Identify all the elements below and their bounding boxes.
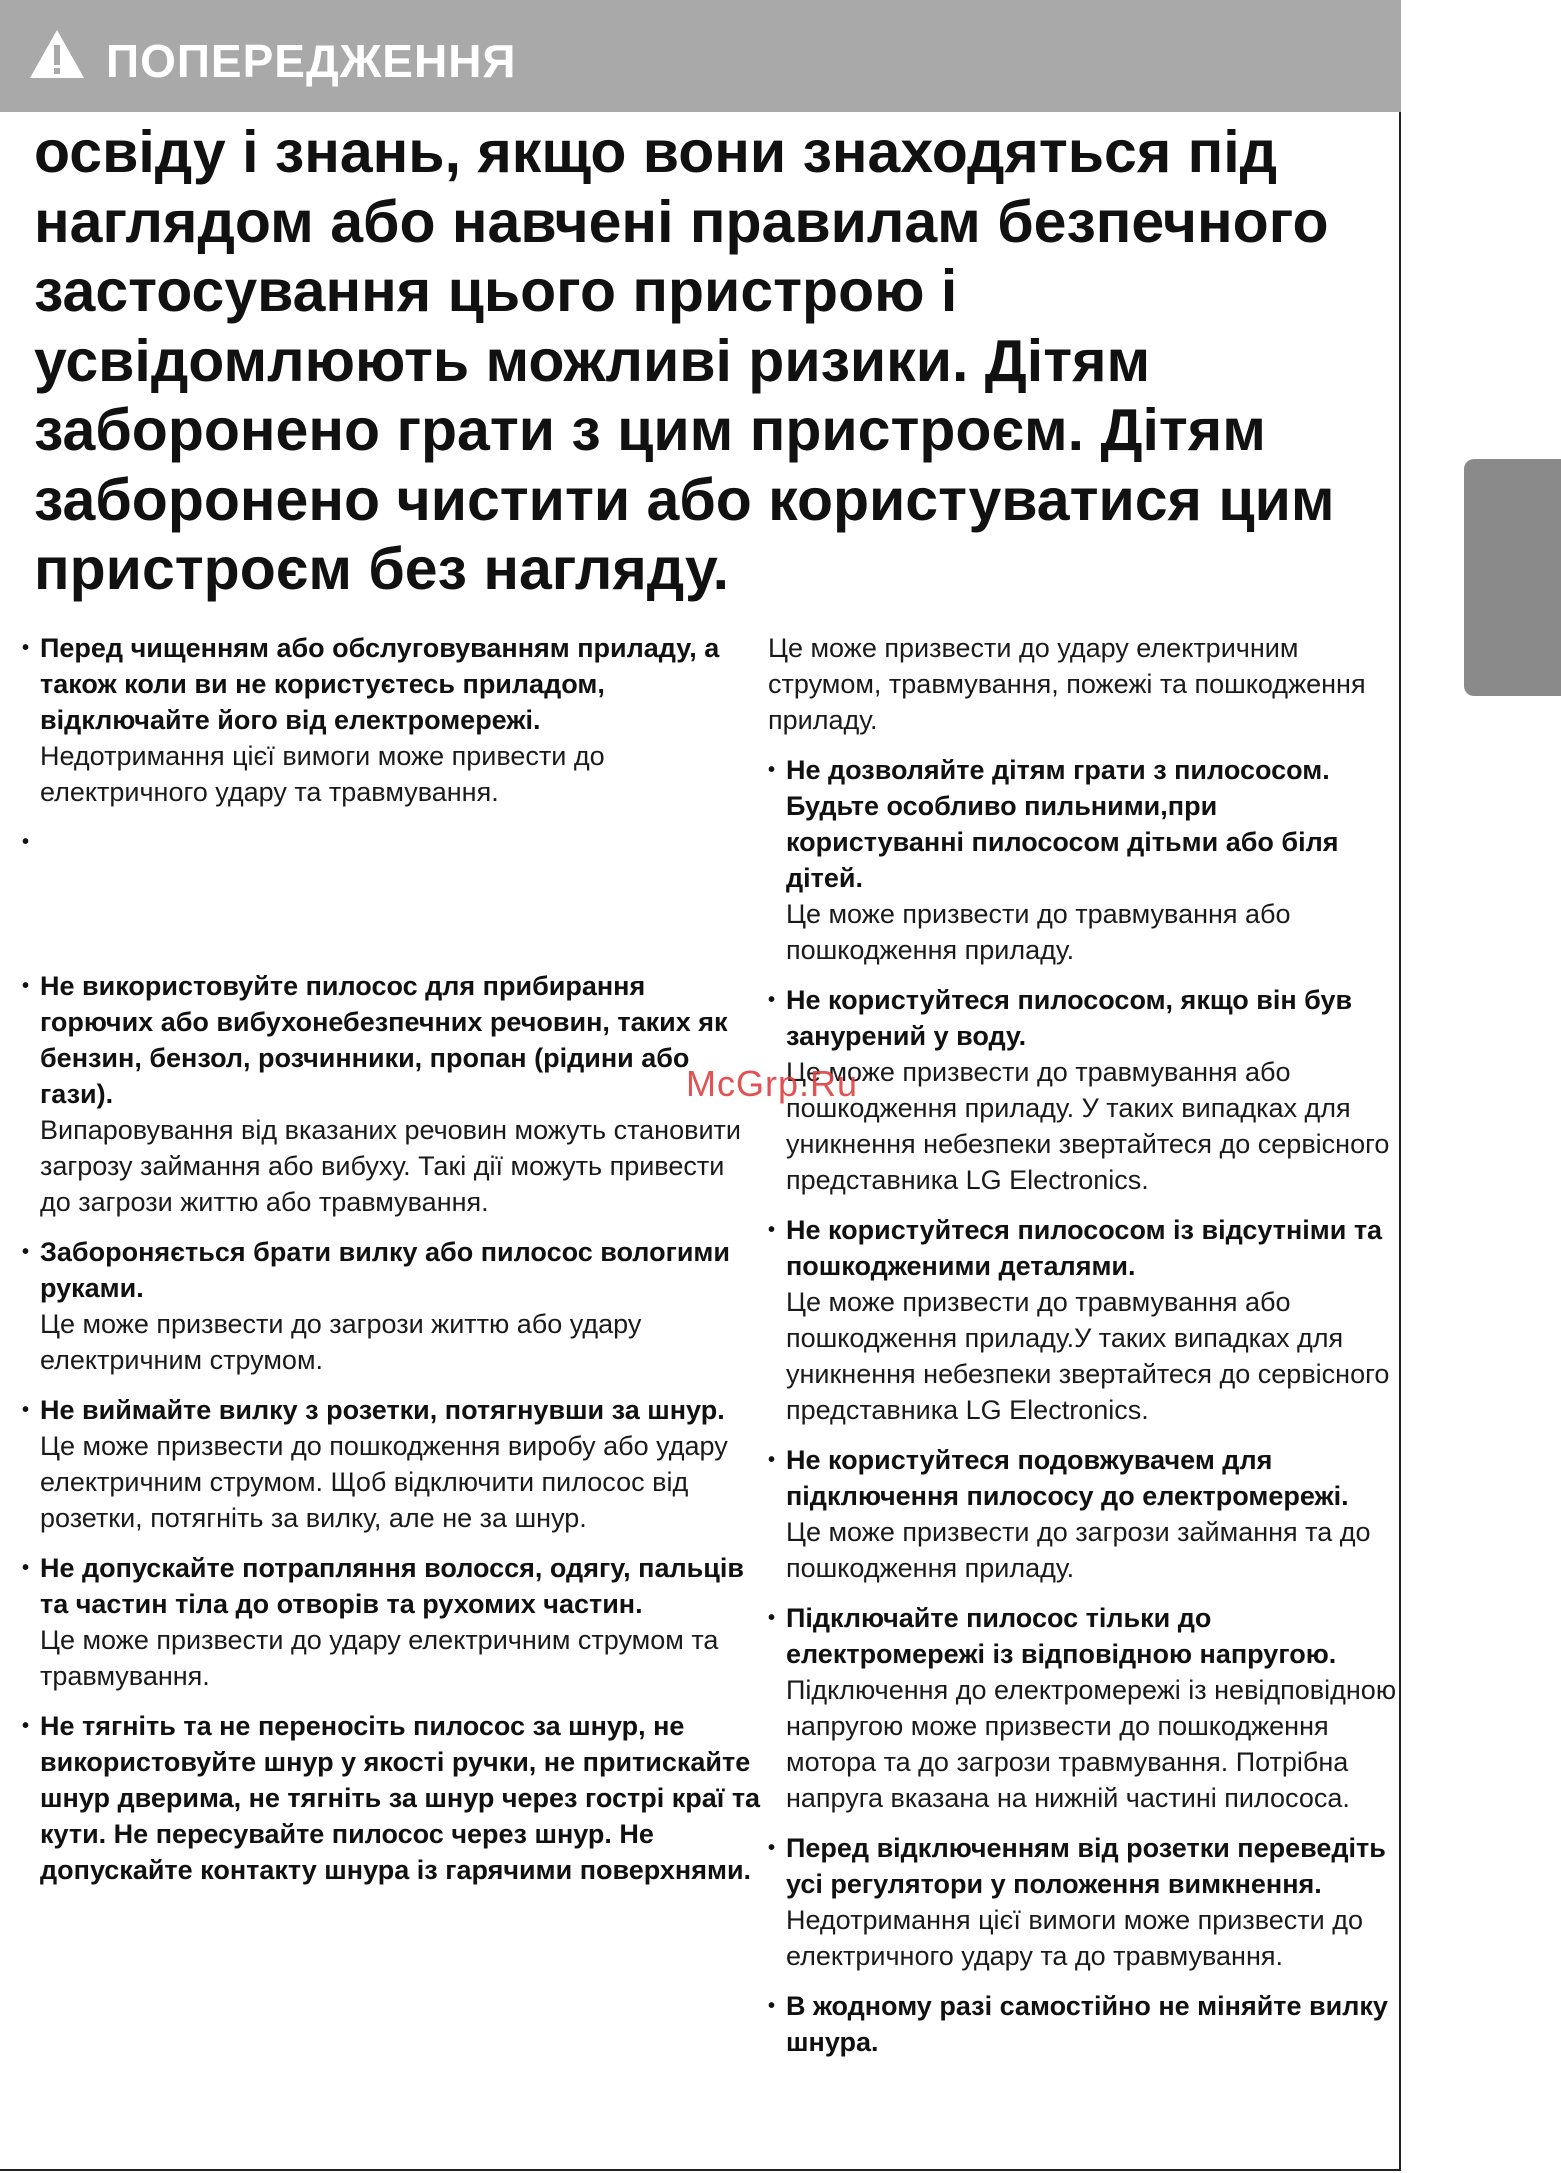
list-item	[768, 1988, 1398, 2060]
intro-text: освіду і знань, якщо вони знаходяться під наглядом або навчені правилам безпечного застосування цього пристрою і усвідомлюють можливі ризики. Дітям заборонено грати з цим пристроєм. Дітям заборонено чистити або користуватися цим пристроєм без нагляду.	[34, 119, 1335, 602]
list-item	[768, 1212, 1398, 1428]
bullet: •	[768, 1607, 776, 1629]
item-text: Це може призвести до удару електричним струмом, травмування, пожежі та пошкодження приладу.	[768, 633, 1366, 735]
item-heading: Підключайте пилосос тільки до електромережі із відповідною напругою.	[786, 1603, 1337, 1669]
bullet: •	[22, 1715, 30, 1737]
item-text: Це може призвести до загрози життю або удару електричним струмом.	[40, 1309, 642, 1375]
continuation-text	[768, 630, 1398, 738]
list-item-empty	[22, 824, 762, 954]
item-heading: Не користуйтеся подовжувачем для підключення пилососу до електромережі.	[786, 1445, 1349, 1511]
item-text: Це може призвести до травмування або пошкодження приладу.У таких випадках для уникнення небезпеки звертайтеся до сервісного представника LG Electronics.	[786, 1287, 1390, 1425]
item-heading: Перед відключенням від розетки переведіть усі регулятори у положення вимкнення.	[786, 1833, 1386, 1899]
item-text: Недотримання цієї вимоги може призвести до електричного удару та до травмування.	[786, 1905, 1363, 1971]
list-item	[22, 1708, 762, 1888]
bullet: •	[22, 1557, 30, 1579]
item-text: Підключення до електромережі із невідповідною напругою може призвести до пошкодження мотора та до загрози травмування. Потрібна напруга вказана на нижній частині пилососа.	[786, 1675, 1397, 1813]
right-column	[768, 630, 1398, 2074]
item-text: Це може призвести до загрози займання та до пошкодження приладу.	[786, 1517, 1371, 1583]
item-heading: Не тягніть та не переносіть пилосос за шнур, не використовуйте шнур у якості ручки, не притискайте шнур дверима, не тягніть за шнур через гострі краї та кути. Не пересувайте пилосос через шнур. Не допускайте контакту шнура із гарячими поверхнями.	[40, 1711, 761, 1885]
list-item	[768, 752, 1398, 968]
item-text: Випаровування від вказаних речовин можуть становити загрозу займання або вибуху. Такі дії можуть привести до загрози життю або травмування.	[40, 1115, 741, 1217]
warning-header	[0, 0, 1401, 112]
side-tab	[1464, 459, 1561, 696]
item-heading: Не користуйтеся пилососом, якщо він був занурений у воду.	[786, 985, 1353, 1051]
left-column	[22, 630, 762, 1902]
bullet: •	[768, 1995, 776, 2017]
item-heading: Не допускайте потрапляння волосся, одягу, пальців та частин тіла до отворів та рухомих частин.	[40, 1553, 744, 1619]
bullet: •	[22, 1399, 30, 1421]
list-item	[22, 1234, 762, 1378]
watermark: McGrp.Ru	[686, 1063, 859, 1104]
item-text: Це може призвести до травмування або пошкодження приладу.	[786, 899, 1291, 965]
bullet: •	[22, 831, 30, 853]
item-text: Це може призвести до травмування або пошкодження приладу. У таких випадках для уникнення небезпеки звертайтеся до сервісного представника LG Electronics.	[786, 1057, 1390, 1195]
item-text: Недотримання цієї вимоги може привести до електричного удару та травмування.	[40, 741, 605, 807]
list-item	[768, 1600, 1398, 1816]
item-heading: Не використовуйте пилосос для прибирання горючих або вибухонебезпечних речовин, таких як бензин, бензол, розчинники, пропан (рідини або гази).	[40, 971, 728, 1109]
item-heading: Не користуйтеся пилососом із відсутніми та пошкодженими деталями.	[786, 1215, 1383, 1281]
item-heading: Не виймайте вилку з розетки, потягнувши за шнур.	[40, 1395, 725, 1425]
list-item	[768, 982, 1398, 1198]
bullet: •	[22, 1241, 30, 1263]
bullet: •	[22, 975, 30, 997]
item-heading: Перед чищенням або обслуговуванням приладу, а також коли ви не користуєтесь приладом, відключайте його від електромережі.	[40, 633, 720, 735]
bullet: •	[768, 1837, 776, 1859]
list-item	[22, 968, 762, 1220]
bullet: •	[768, 759, 776, 781]
list-item	[22, 1392, 762, 1536]
item-text: Це може призвести до удару електричним струмом та травмування.	[40, 1625, 719, 1691]
header-title: ПОПЕРЕДЖЕННЯ	[106, 35, 517, 87]
list-item	[22, 1550, 762, 1694]
bullet: •	[22, 637, 30, 659]
item-heading: В жодному разі самостійно не міняйте вилку шнура.	[786, 1991, 1388, 2057]
bullet: •	[768, 1219, 776, 1241]
item-heading: Забороняється брати вилку або пилосос вологими руками.	[40, 1237, 731, 1303]
item-text: Це може призвести до пошкодження виробу або удару електричним струмом. Щоб відключити пилосос від розетки, потягніть за вилку, але не за шнур.	[40, 1431, 728, 1533]
warning-triangle-icon	[28, 28, 86, 80]
item-heading: Не дозволяйте дітям грати з пилососом. Будьте особливо пильними,при користуванні пилососом дітьми або біля дітей.	[786, 755, 1339, 893]
bullet: •	[768, 1449, 776, 1471]
list-item	[768, 1442, 1398, 1586]
list-item	[22, 630, 762, 810]
list-item	[768, 1830, 1398, 1974]
bullet: •	[768, 989, 776, 1011]
